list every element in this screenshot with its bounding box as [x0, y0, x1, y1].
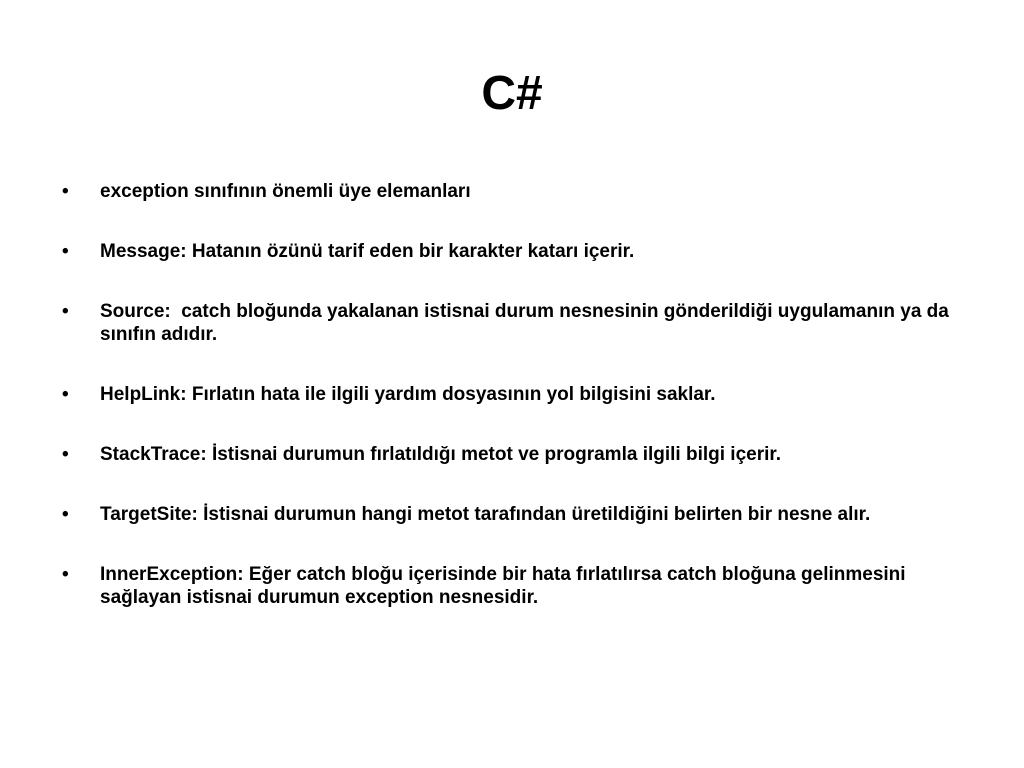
bullet-text: exception sınıfının önemli üye elemanları	[100, 181, 471, 202]
bullet-text: TargetSite: İstisnai durumun hangi metot tarafından üretildiğini belirten bir nesne alır.	[100, 504, 871, 525]
bullet-text: Message: Hatanın özünü tarif eden bir karakter katarı içerir.	[100, 241, 635, 262]
bullet-dot-icon: •	[62, 301, 69, 322]
bullet-item-helplink	[62, 383, 972, 406]
bullet-item-message	[62, 240, 972, 263]
bullet-item-exception-members	[62, 180, 972, 203]
bullet-dot-icon: •	[62, 181, 69, 202]
bullet-dot-icon: •	[62, 241, 69, 262]
bullet-text: HelpLink: Fırlatın hata ile ilgili yardım dosyasının yol bilgisini saklar.	[100, 384, 716, 405]
bullet-item-source	[62, 300, 972, 346]
bullet-dot-icon: •	[62, 384, 69, 405]
bullet-text: StackTrace: İstisnai durumun fırlatıldığı metot ve programla ilgili bilgi içerir.	[100, 444, 782, 465]
bullet-text: InnerException: Eğer catch bloğu içerisinde bir hata fırlatılırsa catch bloğuna gelinmesini sağlayan istisnai durumun exception nesnesidir.	[100, 564, 906, 608]
bullet-dot-icon: •	[62, 564, 69, 585]
bullet-list	[62, 180, 972, 646]
bullet-dot-icon: •	[62, 444, 69, 465]
bullet-item-stacktrace	[62, 443, 972, 466]
slide-title: C#	[481, 67, 543, 120]
bullet-item-targetsite	[62, 503, 972, 526]
bullet-text: Source: catch bloğunda yakalanan istisnai durum nesnesinin gönderildiği uygulamanın ya da sınıfın adıdır.	[100, 301, 955, 345]
bullet-item-innerexception	[62, 563, 972, 609]
bullet-dot-icon: •	[62, 504, 69, 525]
